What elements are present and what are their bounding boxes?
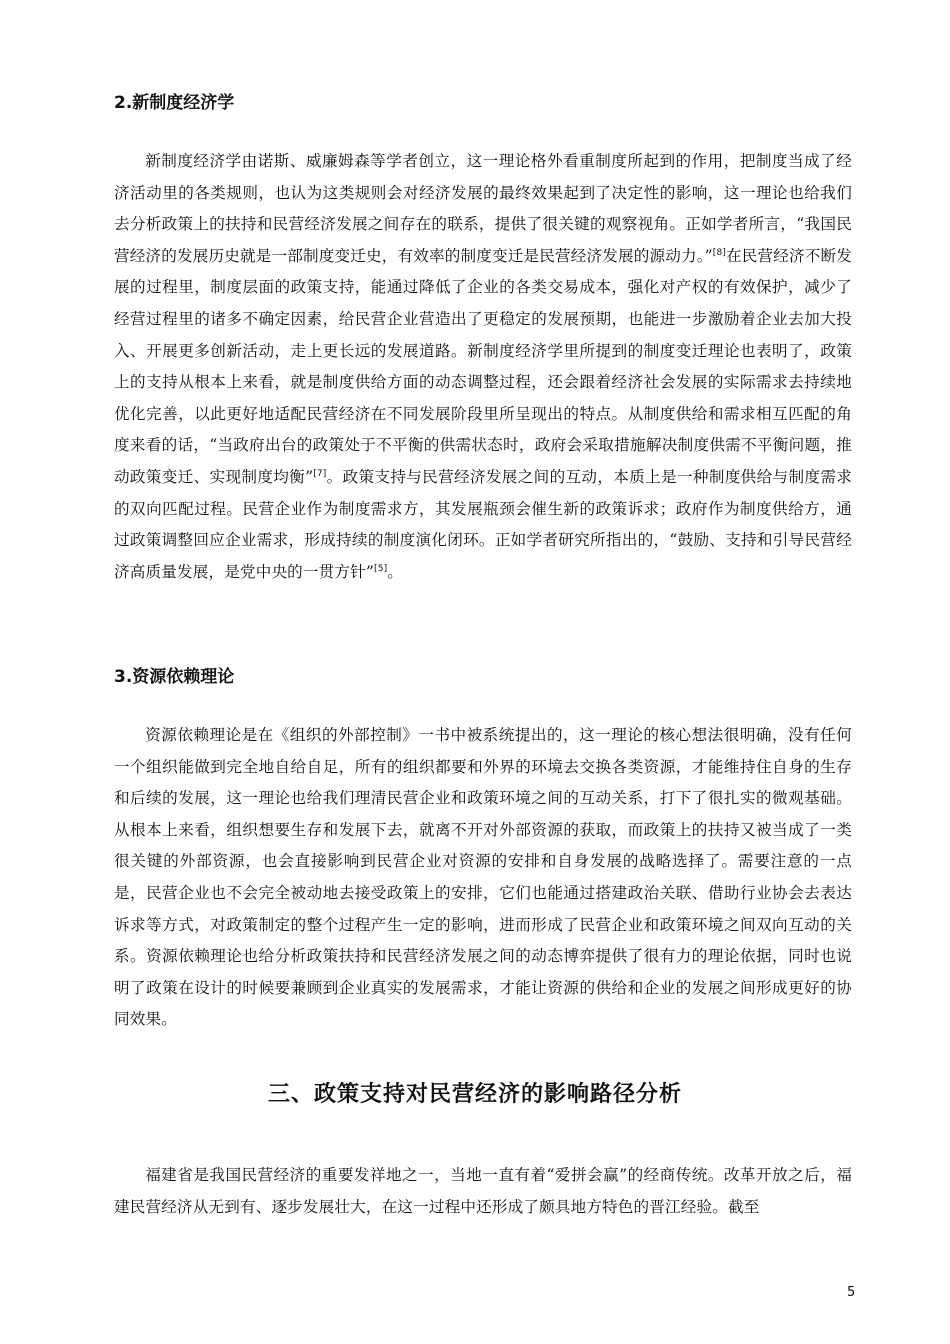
paragraph-text: 。政策支持与民营经济发展之间的互动，本质上是一种制度供给与制度需求的双向匹配过程。民营企业作为制度需求方，其发展瓶颈会催生新的政策诉求；政府作为制度供给方，通过政策调整回应企业需求，形成持续的制度演化闭环。正如学者研究所指出的，“鼓励、支持和引导民营经济高质量发展，是党中央的一贯方针” xyxy=(114,467,852,581)
section-heading-resource-dependence-theory: 3.资源依赖理论 xyxy=(114,667,235,687)
paragraph-new-institutional-economics xyxy=(114,146,852,588)
page-number: 5 xyxy=(847,1285,856,1300)
paragraph-resource-dependence-theory: 资源依赖理论是在《组织的外部控制》一书中被系统提出的，这一理论的核心想法很明确，没有任何一个组织能做到完全地自给自足，所有的组织都要和外界的环境去交换各类资源，才能维持住自身的生存和后续的发展，这一理论也给我们理清民营企业和政策环境之间的互动关系，打下了很扎实的微观基础。从根本上来看，组织想要生存和发展下去，就离不开对外部资源的获取，而政策上的扶持又被当成了一类很关键的外部资源，也会直接影响到民营企业对资源的安排和自身发展的战略选择了。需要注意的一点是，民营企业也不会完全被动地去接受政策上的安排，它们也能通过搭建政治关联、借助行业协会去表达诉求等方式，对政策制定的整个过程产生一定的影响，进而形成了民营企业和政策环境之间双向互动的关系。资源依赖理论也给分析政策扶持和民营经济发展之间的动态博弈提供了很有力的理论依据，同时也说明了政策在设计的时候要兼顾到企业真实的发展需求，才能让资源的供给和企业的发展之间形成更好的协同效果。 xyxy=(114,726,852,1029)
citation-ref: [5] xyxy=(374,563,388,574)
paragraph-text: 新制度经济学由诺斯、威廉姆森等学者创立，这一理论格外看重制度所起到的作用，把制度当成了经济活动里的各类规则，也认为这类规则会对经济发展的最终效果起到了决定性的影响，这一理论也给我们去分析政策上的扶持和民营经济发展之间存在的联系，提供了很关键的观察视角。正如学者所言，“我国民营经济的发展历史就是一部制度变迁史，有效率的制度变迁是民营经济发展的源动力。” xyxy=(114,152,852,265)
citation-ref: [7] xyxy=(313,468,327,479)
paragraph-fujian-intro: 福建省是我国民营经济的重要发祥地之一，当地一直有着“爱拼会赢”的经商传统。改革开放之后，福建民营经济从无到有、逐步发展壮大，在这一过程中还形成了颇具地方特色的晋江经验。截至 xyxy=(114,1166,852,1216)
paragraph-text: 。 xyxy=(387,562,403,581)
citation-ref: [8] xyxy=(712,247,726,258)
paragraph-text: 在民营经济不断发展的过程里，制度层面的政策支持，能通过降低了企业的各类交易成本，强化对产权的有效保护，减少了经营过程里的诸多不确定因素，给民营企业营造出了更稳定的发展预期，也能进一步激励着企业去加大投入、开展更多创新活动，走上更长远的发展道路。新制度经济学里所提到的制度变迁理论也表明了，政策上的支持从根本上来看，就是制度供给方面的动态调整过程，还会跟着经济社会发展的实际需求去持续地优化完善，以此更好地适配民营经济在不同发展阶段里所呈现出的特点。从制度供给和需求相互匹配的角度来看的话，“当政府出台的政策处于不平衡的供需状态时，政府会采取措施解决制度供需不平衡问题，推动政策变迁、实现制度均衡” xyxy=(114,246,852,486)
chapter-heading-policy-impact-path: 三、政策支持对民营经济的影响路径分析 xyxy=(267,1082,682,1107)
section-heading-new-institutional-economics: 2.新制度经济学 xyxy=(114,93,235,113)
